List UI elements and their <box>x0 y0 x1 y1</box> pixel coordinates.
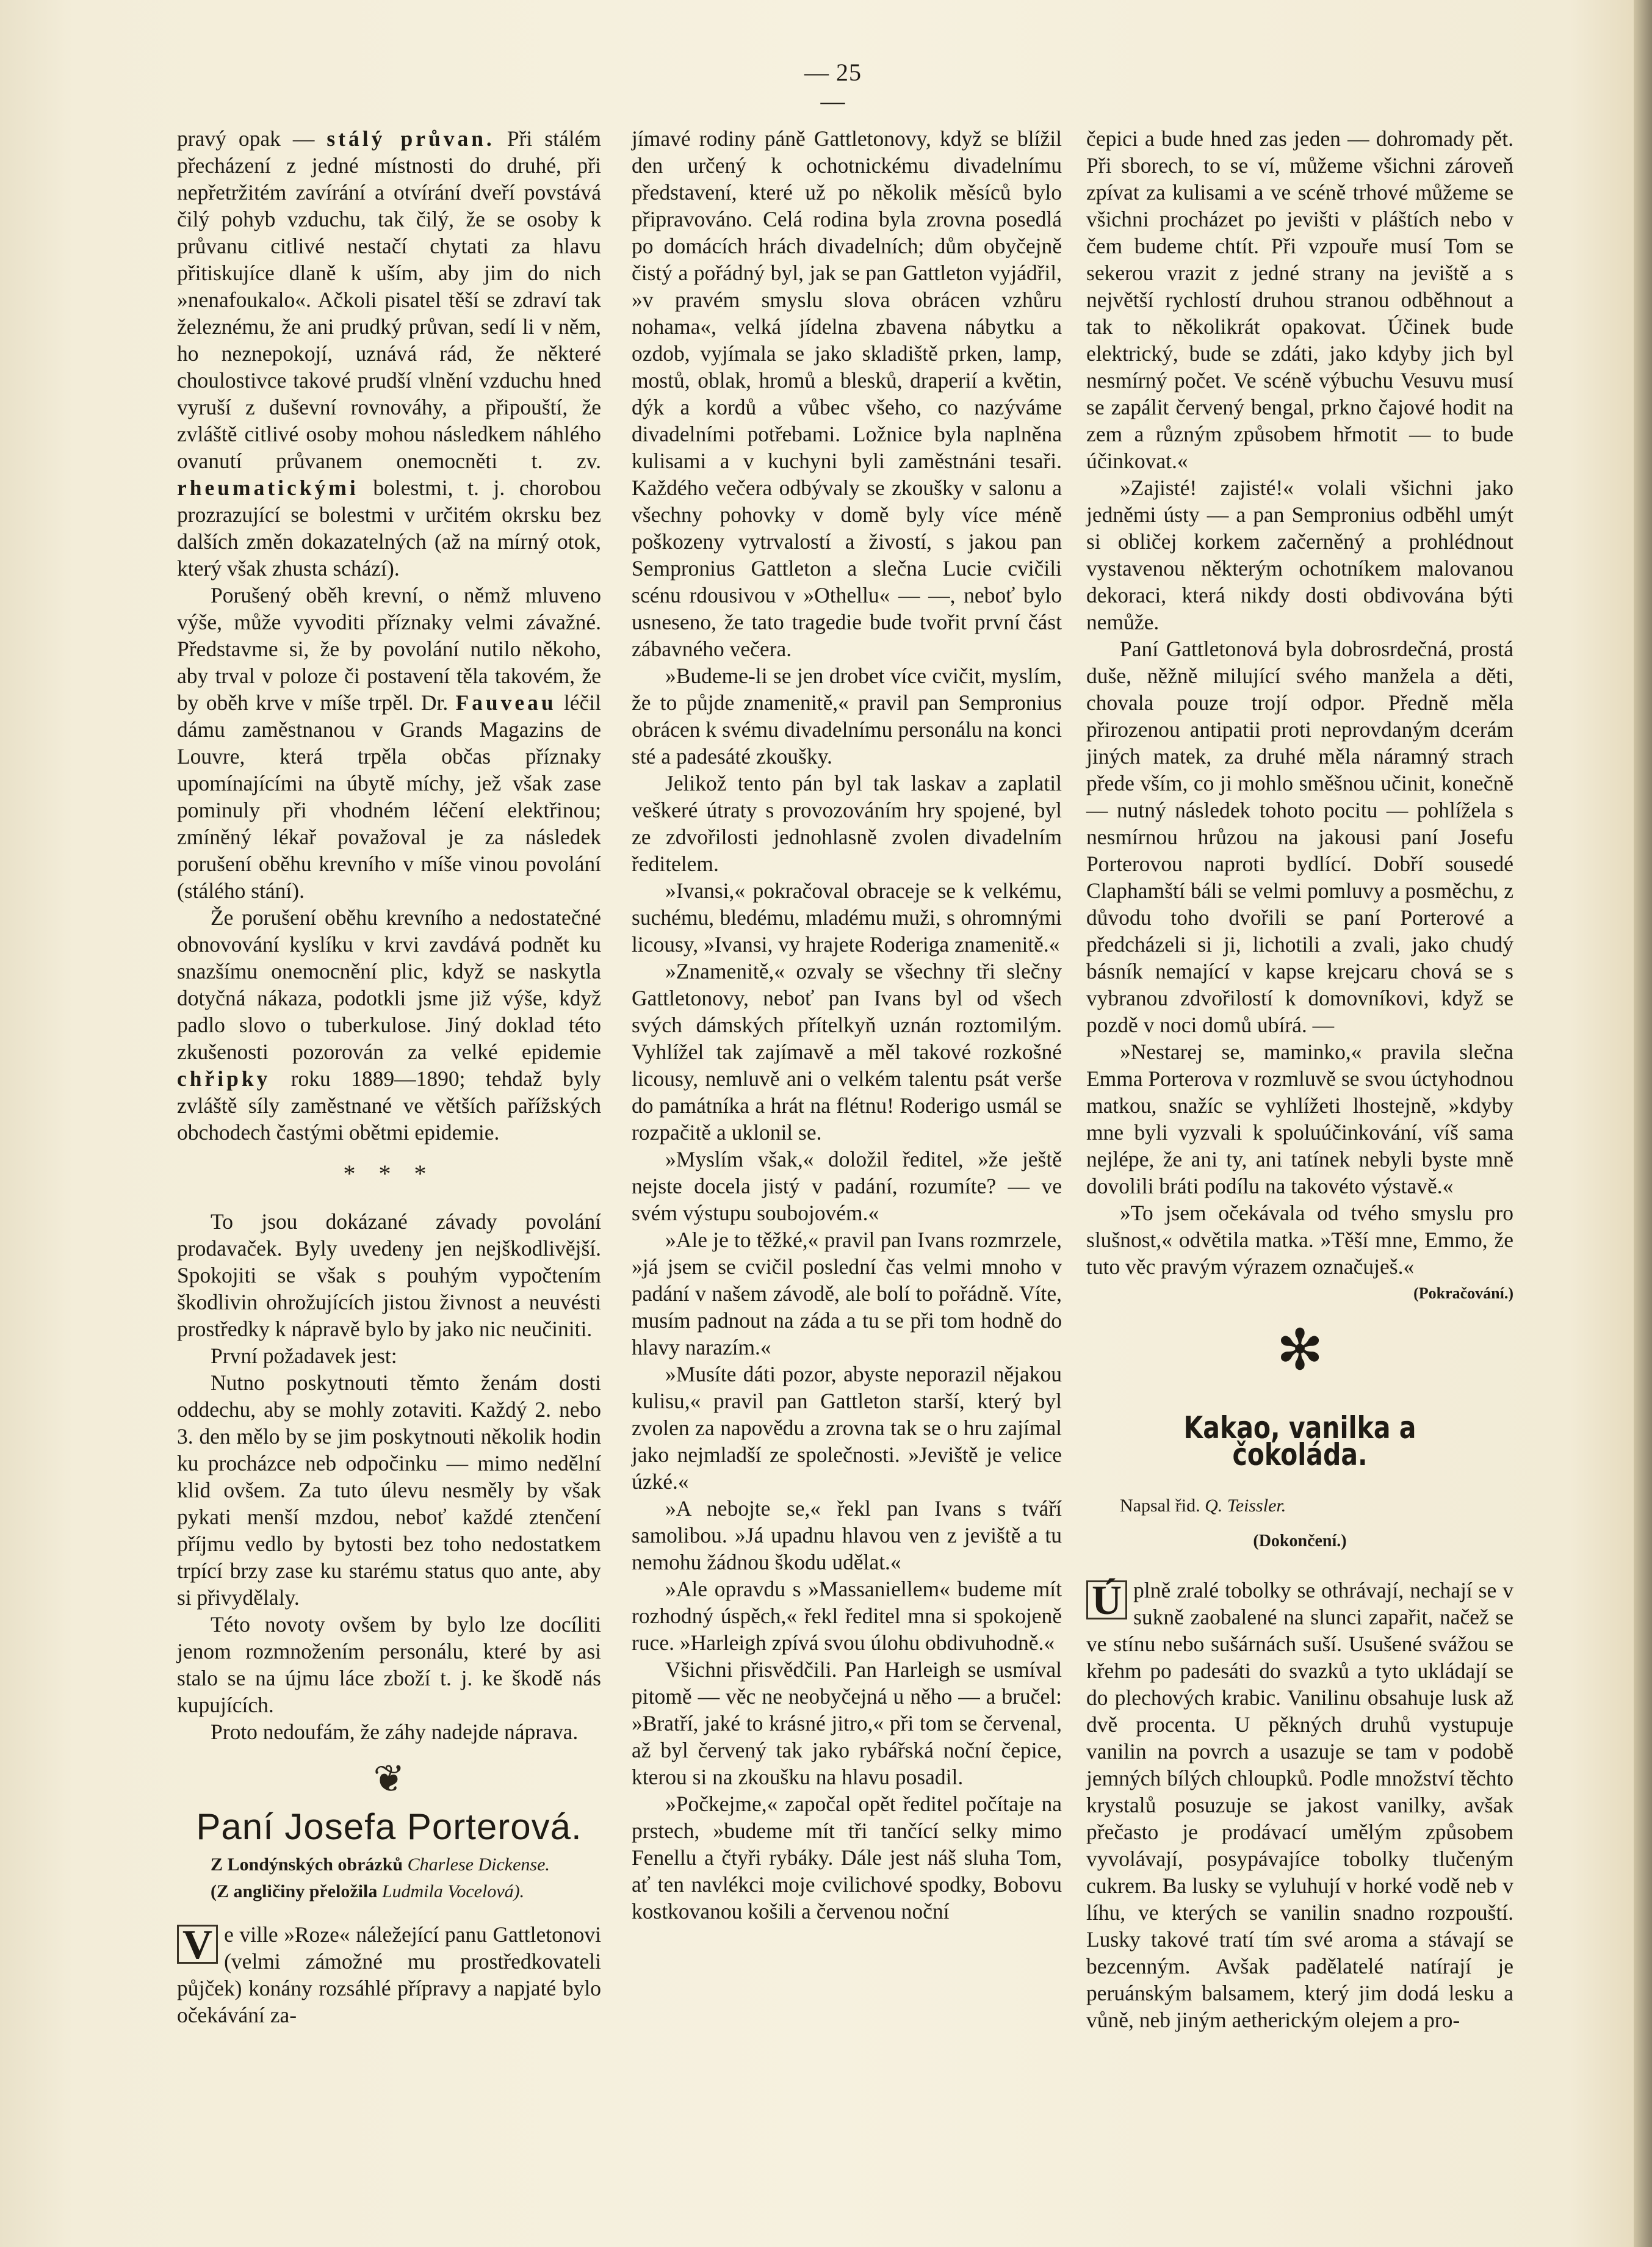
dropcap: V <box>177 1925 218 1964</box>
paragraph: Nutno poskytnouti těmto ženám dosti oddechu, aby se mohly zotaviti. Každý 2. nebo 3. den mělo by se jim poskytnouti několik hodin ku procházce neb odpočinku — mimo nedělní klid ovšem. Za tuto úlevu nesměly by však pykati menší mzdou, neboť každé ztenčení příjmu vedlo by bytosti bez toho nedostatkem trpící brzy zase ku starému status quo ante, aby si přivydělaly. <box>177 1370 601 1610</box>
page-number: — 25 — <box>804 59 862 115</box>
paragraph: »A nebojte se,« řekl pan Ivans s tváří samolibou. »Já upadnu hlavou ven z jeviště a tu nemohu žádnou škodu udělat.« <box>632 1496 1062 1574</box>
paragraph: »Ivansi,« pokračoval obraceje se k velkému, suchému, bledému, mladému muži, s ohromnými licousy, »Ivansi, vy hrajete Roderiga znamenitě.« <box>632 878 1062 957</box>
article-title: Kakao, vanilka a čokoláda. <box>1183 1410 1416 1472</box>
paragraph: Ú plně zralé tobolky se othrávají, nechají se v sukně zaobalené na slunci zapařit, načež se ve stínu nebo sušárnách suší. Usušené svážou se křehm po padesáti do svazků a tyto ukládají se do plechových krabic. Vanilinu obsahuje lusk až dvě procenta. U pěkných druhů vystupuje vanilin na povrch a usazuje se tam v podobě jemných bílých chloupků. Podle množství těchto krystalů posuzuje se jakost vanilky, avšak přečasto je prodávací umělým způsobem vyvolávají, posypávajíce tobolky tlučeným cukrem. Ba lusky se vyluhují v horké vodě neb v líhu, ve kterých se vanilin snadno rozpouští. Lusky takové tratí tím své aroma a stávají se bezcenným. Avšak padělatelé natírají je peruánským balsamem, který jim dodá lesku a vůně, neb jiným aetherickým olejem a pro- <box>1086 1577 1513 2032</box>
paragraph: To jsou dokázané závady povolání prodavaček. Byly uvedeny jen nejškodlivější. Spokojiti se však s pouhým vypočtením škodlivin ohrožujících jistou živnost a neuvésti prostředky k nápravě bylo by jako nic neučiniti. <box>177 1209 601 1341</box>
paragraph: »To jsem očekávala od tvého smyslu pro slušnost,« odvětila matka. »Těší mne, Emmo, že tuto věc pravým výrazem označuješ.« <box>1086 1201 1513 1279</box>
paragraph: pravý opak — stálý průvan. Při stálém přecházení z jedné místnosti do druhé, při nepřetržitém zavírání a otvírání dveří povstává čilý pohyb vzduchu, tak čilý, že se osoby k průvanu citlivé nestačí chytati za hlavu přitiskujíce dlaně k uším, aby jim do nich »nenafoukalo«. Ačkoli pisatel těší se zdraví tak železnému, že ani prudký průvan, sedí li v něm, ho neznepokojí, uznává rád, že některé choulostivce takové prudší vlnění vzduchu hned vyruší z duševní rovnováhy, a připouští, že zvláště citlivé osoby mohou následkem náhlého ovanutí průvanem onemocněti t. zv. rheumatickými bolestmi, t. j. chorobou prozrazující se bolestmi v určitém okrsku bez dalších změn dokazatelných (až na mírný otok, který však zhusta schází). <box>177 126 601 581</box>
column-right <box>1086 125 1513 2033</box>
paragraph: Této novoty ovšem by bylo lze docíliti jenom rozmnožením personálu, které by asi stalo se na újmu láce zboží t. j. ke škodě nás kupujících. <box>177 1612 601 1717</box>
ornament-icon: ❦ <box>373 1759 405 1800</box>
paragraph: »Ale opravdu s »Massaniellem« budeme mít rozhodný úspěch,« řekl ředitel mna si spokojeně ruce. »Harleigh zpívá svou úlohu obdivuhodně.« <box>632 1577 1062 1655</box>
paragraph: První požadavek jest: <box>211 1344 397 1368</box>
paragraph: V e ville »Roze« náležející panu Gattletonovi (velmi zámožné mu prostředkovateli půjček) konány rozsáhlé přípravy a napjaté bylo očekávání za- <box>177 1921 601 2027</box>
column-middle <box>632 125 1062 1925</box>
paragraph: Že porušení oběhu krevního a nedostatečné obnovování kyslíku v krvi zavdává podnět ku snazšímu onemocnění plic, když se naskytla dotyčná nákaza, podotkli jsme již výše, když padlo slovo o tuberkulose. Jiný doklad této zkušenosti pozorován za velké epidemie chřipky roku 1889—1890; tehdaž byly zvláště síly zaměstnané ve větších pařížských obchodech častými obětmi epidemie. <box>177 905 601 1145</box>
page-binding <box>1634 0 1652 2247</box>
column-left <box>177 125 601 2028</box>
concluded-note: (Dokončení.) <box>1253 1532 1347 1550</box>
paragraph: čepici a bude hned zas jeden — dohromady pět. Při sborech, to se ví, můžeme všichni zároveň zpívat za kulisami a ve scéně trhové můžeme se všichni procházet po jevišti v pláštích nebo v čem budeme chtít. Při vzpouře musí Tom se sekerou vrazit z jedné strany na jeviště a s největší rychlostí druhou stranou odběhnout a tak to několikrát opakovat. Účinek bude elektrický, bude se zdáti, jako kdyby jich byl nesmírný počet. Ve scéně výbuchu Vesuvu musí se zapálit červený bengal, prkno čajové hodit na zem a různým způsobem hřmotit — to bude účinkovat.« <box>1086 126 1513 473</box>
article-byline: Napsal řid. Q. Teissler. <box>1120 1496 1286 1516</box>
dropcap: Ú <box>1086 1580 1127 1619</box>
paragraph: Všichni přisvědčili. Pan Harleigh se usmíval pitomě — věc ne neobyčejná u něho — a bručel: »Bratří, jaké to krásné jitro,« při tom se červenal, až byl červený tak jako rybářská noční čepice, kterou si na zkoušku na hlavu posadil. <box>632 1657 1062 1789</box>
paragraph: »Musíte dáti pozor, abyste neporazil nějakou kulisu,« pravil pan Gattleton starší, který byl zvolen za napovědu a zrovna tak se o hru zajímal jako nejmladší ze společnosti. »Jeviště je velice úzké.« <box>632 1362 1062 1494</box>
paragraph: Paní Gattletonová byla dobrosrdečná, prostá duše, něžně milující svého manžela a děti, chovala pouze trojí odpor. Předně měla přirozenou antipatii proti neprovdaným dcerám jiných matek, za druhé měla náramný strach přede vším, co ji mohlo směšnou učinit, konečně — nutný následek tohoto pocitu — pohlížela s nesmírnou hrůzou na jakousi paní Josefu Porterovou naproti bydlící. Dobří sousedé Claphamští báli se velmi pomluvy a posměchu, z důvodu toho dvořili se paní Porterové a předcházeli si ji, lichotili a zvali, jako chudý básník nemající v kapse krejcaru chová se s vybranou zdvořilostí k domovníkovi, když se pozdě v noci domů ubírá. — <box>1086 637 1513 1037</box>
paragraph: »Myslím však,« doložil ředitel, »že ještě nejste docela jistý v padání, rozumíte? — ve svém výstupu soubojovém.« <box>632 1147 1062 1225</box>
paragraph: »Ale je to těžké,« pravil pan Ivans rozmrzele, »já jsem se cvičil poslední čas velmi mnoho v padání v našem závodě, ale bolí to pořádně. Víte, musím padnout na záda a tu se při tom hodně do hlavy narazím.« <box>632 1228 1062 1359</box>
paragraph: Proto nedoufám, že záhy nadejde náprava. <box>211 1720 579 1744</box>
paragraph: jímavé rodiny páně Gattletonovy, když se blížil den určený k ochotnickému divadelnímu představení, které už po několik měsíců bylo připravováno. Celá rodina byla zrovna posedlá po domácích hrách divadelních; dům obyčejně čistý a pořádný byl, jak se pan Gattleton vyjádřil, »v pravém smyslu slova obrácen vzhůru nohama«, velká jídelna zbavena nábytku a ozdob, vyjímala se jako skladiště prken, lamp, mostů, oblak, hromů a blesků, draperií a květin, dýk a kordů a vůbec všeho, co nazýváme divadelními potřebami. Ložnice byla naplněna kulisami a v kuchyni byli zaměstnáni tesaři. Každého večera odbývaly se zkoušky v salonu a všechny pohovky v domě byly více méně poškozeny vytrvalostí a živostí, s jakou pan Sempronius Gattleton a slečna Lucie cvičili scénu rdousivou v »Othellu« — —, neboť bylo usneseno, že tato tragedie bude tvořit první část zábavného večera. <box>632 126 1062 661</box>
paragraph: »Budeme-li se jen drobet více cvičit, myslím, že to půjde znamenitě,« pravil pan Sempronius obrácen k svému divadelnímu personálu na konci sté a padesáté zkoušky. <box>632 664 1062 769</box>
asterisk-ornament-icon: ✻ <box>1276 1319 1324 1381</box>
continued-note: (Pokračování.) <box>1413 1284 1513 1302</box>
article-title: Paní Josefa Porterová. <box>196 1806 582 1847</box>
article-translator: (Z angličiny přeložila Ludmila Vocelová). <box>211 1881 525 1901</box>
section-break-stars: * * * <box>343 1160 435 1187</box>
paragraph: Porušený oběh krevní, o němž mluveno výše, může vyvoditi příznaky velmi závažné. Představme si, že by povolání nutilo někoho, aby trval v poloze či postavení těla takovém, že by oběh krve v míše trpěl. Dr. Fauveau léčil dámu zaměstnanou v Grands Magazins de Louvre, která trpěla občas příznaky upomínajícími na úbytě míchy, jež však zase pominuly při vhodném léčení elektřinou; zmíněný lékař považoval je za následek porušení oběhu krevního v míše vinou povolání (stálého stání). <box>177 583 601 903</box>
paragraph: »Zajisté! zajisté!« volali všichni jako jedněmi ústy — a pan Sempronius odběhl umýt si obličej korkem začerněný a prohlédnout vystavenou některým ochotníkem malovanou dekoraci, která nikdy dosti obdivována býti nemůže. <box>1086 476 1513 634</box>
article-byline: Z Londýnských obrázků Charlese Dickense. <box>211 1854 550 1875</box>
paragraph: »Počkejme,« započal opět ředitel počítaje na prstech, »budeme mít tři tančící selky mimo Fenellu a čtyři rybáky. Dále jest náš sluha Tom, ať ten navlékci moje cvilichové spodky, Bobovu kostkovanou košili a červenou noční <box>632 1792 1062 1923</box>
paragraph: »Znamenitě,« ozvaly se všechny tři slečny Gattletonovy, neboť pan Ivans byl od všech svých dámských přítelkyň uznán roztomilým. Vyhlížel tak zajímavě a měl takové rozkošné licousy, nemluvě ani o velkém talentu psát verše do památníka a hrát na flétnu! Roderigo usmál se rozpačitě a uklonil se. <box>632 959 1062 1145</box>
paragraph: Jelikož tento pán byl tak laskav a zaplatil veškeré útraty s provozováním hry spojené, byl ze zdvořilosti jednohlasně zvolen divadelním ředitelem. <box>632 771 1062 876</box>
paragraph: »Nestarej se, maminko,« pravila slečna Emma Porterova v rozmluvě se svou úctyhodnou matkou, snažíc se vyhlížeti lhostejně, »kdyby mne byli vyzvali k spoluúčinkování, víš sama nejlépe, že ani ty, ani tatínek nebyli byste mně dovolili bráti podílu na takovéto výstavě.« <box>1086 1040 1513 1198</box>
